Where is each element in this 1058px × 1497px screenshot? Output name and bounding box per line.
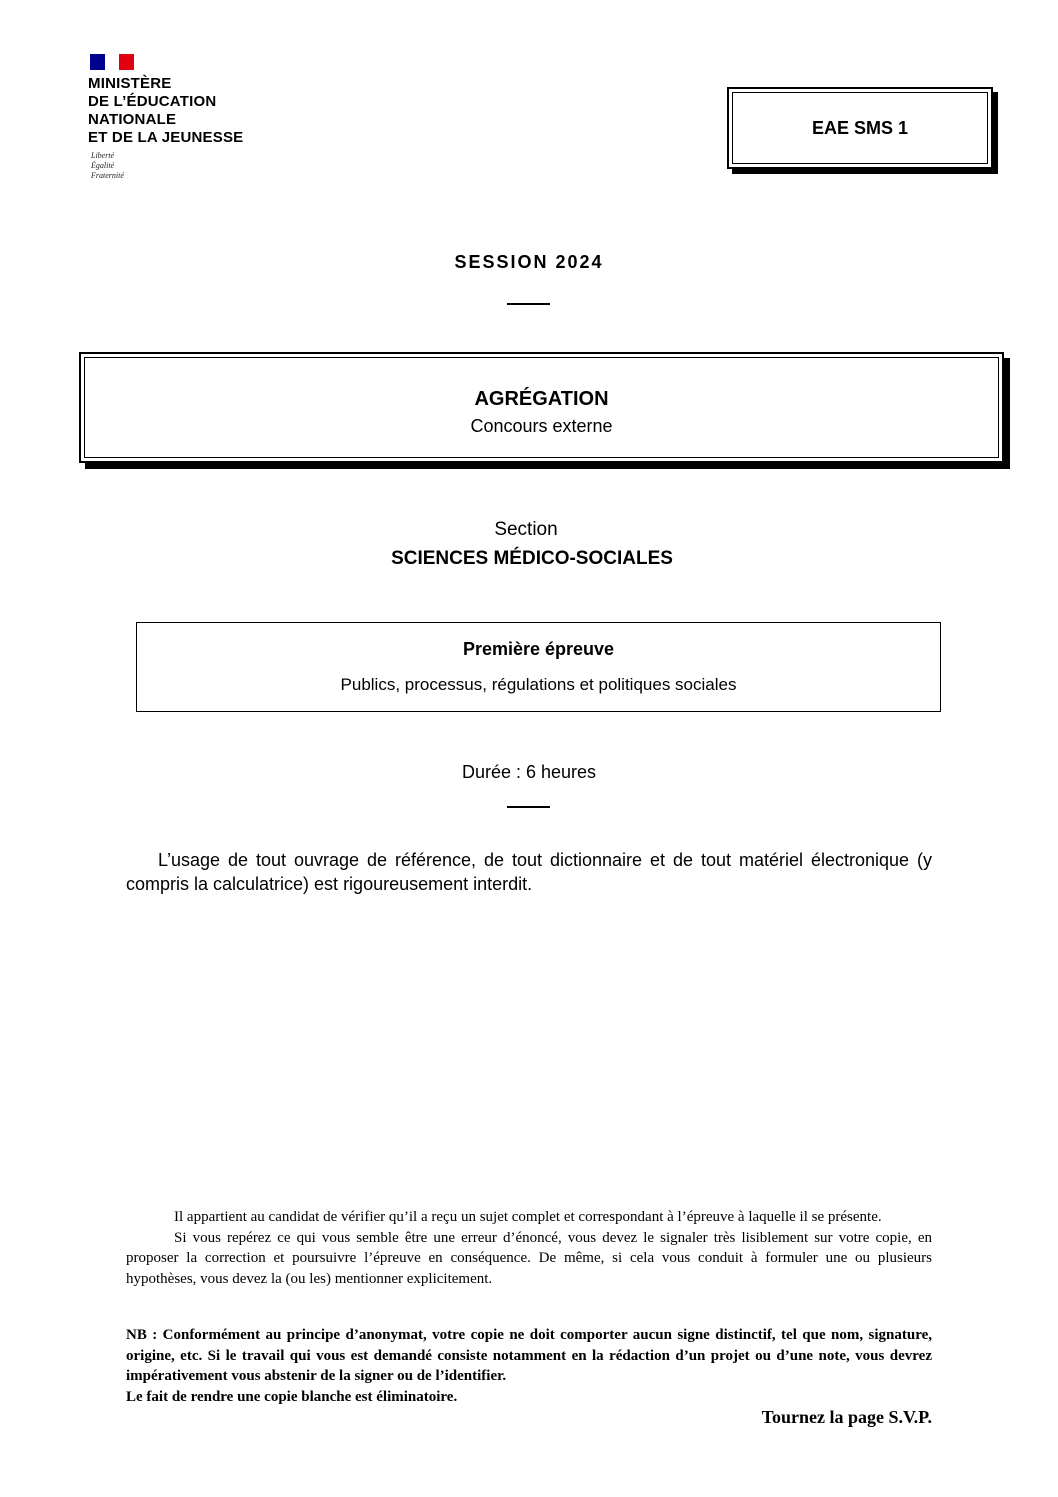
republic-motto bbox=[91, 151, 124, 181]
epreuve-subtitle: Publics, processus, régulations et politiques sociales bbox=[340, 675, 737, 694]
turn-page-note: Tournez la page S.V.P. bbox=[761, 1407, 932, 1427]
notice-paragraph: Si vous repérez ce qui vous semble être une erreur d’énoncé, vous devez le signaler très lisiblement sur votre copie, en proposer la correction et poursuivre l’épreuve en conséquence. De même, si cela vous conduit à formuler une ou plusieurs hypothèses, vous devez la (ou les) mentionner explicitement. bbox=[126, 1229, 932, 1287]
motto-line: Fraternité bbox=[91, 171, 124, 180]
section-label: Section bbox=[494, 519, 558, 540]
epreuve-box bbox=[136, 622, 941, 712]
ministry-line: MINISTÈRE bbox=[88, 75, 172, 92]
motto-line: Égalité bbox=[91, 161, 115, 170]
section-name: SCIENCES MÉDICO-SOCIALES bbox=[391, 548, 673, 569]
exam-code-box bbox=[727, 87, 993, 169]
candidate-notice bbox=[126, 1207, 932, 1289]
nb-paragraph: NB : Conformément au principe d’anonymat, votre copie ne doit comporter aucun signe distinctif, tel que nom, signature, origine, etc. Si le travail qui vous est demandé consiste notamment en la rédaction d’un projet ou d’une note, vous devrez impérativement vous abstenir de la signer ou de l’identifier. bbox=[126, 1327, 932, 1384]
nb-notice bbox=[126, 1325, 932, 1407]
ministry-line: ET DE LA JEUNESSE bbox=[88, 129, 244, 146]
ministry-name bbox=[88, 75, 243, 147]
separator-dash bbox=[507, 806, 550, 808]
competition-subtitle: Concours externe bbox=[470, 416, 613, 436]
ministry-logo bbox=[86, 50, 264, 186]
duration: Durée : 6 heures bbox=[461, 762, 597, 782]
motto-line: Liberté bbox=[91, 151, 115, 160]
notice-paragraph: Il appartient au candidat de vérifier qu’il a reçu un sujet complet et correspondant à l’épreuve à laquelle il se présente. bbox=[174, 1209, 882, 1225]
epreuve-title: Première épreuve bbox=[462, 639, 615, 659]
ministry-line: DE L’ÉDUCATION bbox=[88, 93, 217, 110]
usage-notice: L’usage de tout ouvrage de référence, de tout dictionnaire et de tout matériel électronique (y compris la calculatrice) est rigoureusement interdit. bbox=[126, 850, 932, 894]
french-flag-icon bbox=[90, 54, 134, 70]
nb-paragraph: Le fait de rendre une copie blanche est éliminatoire. bbox=[126, 1388, 458, 1405]
separator-dash bbox=[507, 303, 550, 305]
competition-box bbox=[79, 352, 1004, 463]
session-title: SESSION 2024 bbox=[454, 252, 604, 272]
competition-title: AGRÉGATION bbox=[474, 388, 609, 410]
ministry-line: NATIONALE bbox=[88, 111, 177, 128]
exam-code: EAE SMS 1 bbox=[811, 117, 909, 138]
